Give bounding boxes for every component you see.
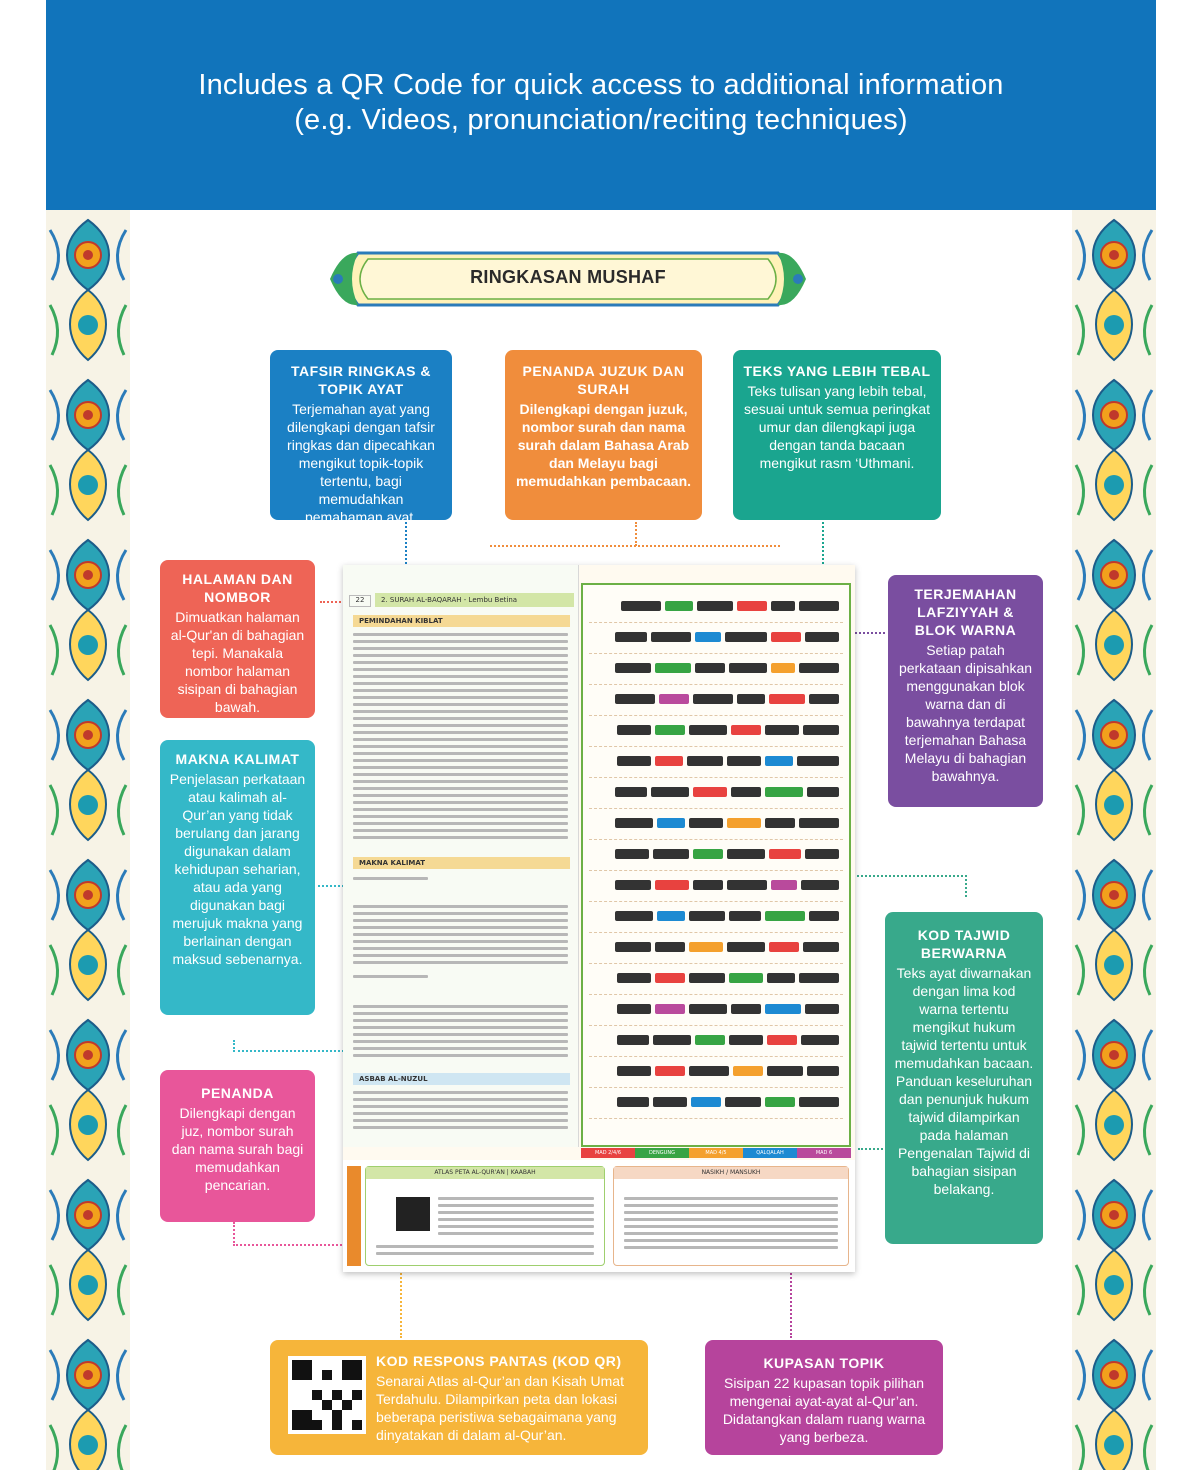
- card-kod-tajwid-title: KOD TAJWID BERWARNA: [917, 927, 1011, 961]
- ayah-row: [589, 785, 843, 809]
- ayah-row: [589, 1095, 843, 1119]
- card-penanda-juzuk: [505, 350, 702, 520]
- card-penanda-body: Dilengkapi dengan juz, nombor surah dan nama surah bagi memudahkan pencarian.: [171, 1105, 304, 1193]
- ayah-row: [589, 723, 843, 747]
- section-makna-kalimat: MAKNA KALIMAT: [353, 857, 570, 869]
- atlas-box: [365, 1166, 605, 1266]
- nasikh-box-title: NASIKH / MANSUKH: [614, 1167, 848, 1179]
- nasikh-box: [613, 1166, 849, 1266]
- ribbon-title: RINGKASAN MUSHAF: [470, 267, 666, 287]
- section-pemindahan-kiblat: PEMINDAHAN KIBLAT: [353, 615, 570, 627]
- ayah-row: [589, 1002, 843, 1026]
- card-kupasan-body: Sisipan 22 kupasan topik pilihan mengenai ayat-ayat al-Qur’an. Didatangkan dalam ruang warna yang berbeza.: [722, 1375, 926, 1445]
- tajwid-label-mad45: MAD 4/5: [689, 1148, 743, 1158]
- card-kod-tajwid: [885, 912, 1043, 1244]
- card-halaman-title: HALAMAN DAN NOMBOR: [182, 571, 293, 605]
- card-kod-qr: [270, 1340, 648, 1455]
- juz-side-marker: [347, 1166, 361, 1266]
- ayah-row: [589, 940, 843, 964]
- banner-title: [46, 68, 1156, 138]
- connector-kupasan: [790, 1270, 792, 1338]
- card-kod-tajwid-body: Teks ayat diwarnakan dengan lima kod warna tertentu mengikut hukum tajwid tertentu untuk memudahkan bacaan. Panduan keseluruhan dan penunjuk hukum tajwid dilampirkan pada halaman Pengenalan Tajwid di bahagian sisipan belakang.: [894, 965, 1034, 1197]
- ayah-row: [589, 816, 843, 840]
- ayah-row: [589, 692, 843, 716]
- tajwid-label-mad246: MAD 2/4/6: [581, 1148, 635, 1158]
- ayah-row: [589, 878, 843, 902]
- section-asbab-al-nuzul: ASBAB AL-NUZUL: [353, 1073, 570, 1085]
- card-penanda-juzuk-body: Dilengkapi dengan juzuk, nombor surah dan nama surah dalam Bahasa Arab dan Melayu bagi memudahkan pembacaan.: [515, 401, 692, 489]
- atlas-box-title: ATLAS PETA AL-QUR'AN | KAABAH: [366, 1167, 604, 1179]
- ayah-row: [589, 971, 843, 995]
- card-halaman-body: Dimuatkan halaman al-Qur'an di bahagian tepi. Manakala nombor halaman sisipan di bahagian bawah.: [170, 609, 305, 715]
- tajwid-label-qalqalah: QALQALAH: [743, 1148, 797, 1158]
- tajwid-label-mad6: MAD 6: [797, 1148, 851, 1158]
- ayah-row: [589, 661, 843, 685]
- card-penanda-title: PENANDA: [201, 1085, 274, 1101]
- ayah-row: [589, 599, 843, 623]
- card-tafsir: [270, 350, 452, 525]
- title-ribbon: [328, 245, 808, 313]
- banner-line-2: (e.g. Videos, pronunciation/reciting techniques): [294, 104, 908, 136]
- connector-halaman: [320, 601, 345, 603]
- connector-makna-2: [233, 1040, 348, 1052]
- card-makna-title: MAKNA KALIMAT: [175, 751, 300, 767]
- ayah-row: [589, 630, 843, 654]
- card-makna: [160, 740, 315, 1015]
- mushaf-page-sample: [343, 565, 855, 1272]
- card-teks-body: Teks tulisan yang lebih tebal, sesuai untuk semua peringkat umur dan dilengkapi juga dengan tanda bacaan mengikut rasm ‘Uthmani.: [744, 383, 930, 471]
- card-terjemahan: [888, 575, 1043, 807]
- banner-line-1: Includes a QR Code for quick access to additional information: [198, 69, 1004, 101]
- card-penanda-juzuk-title: PENANDA JUZUK DAN SURAH: [522, 363, 685, 397]
- ayah-row: [589, 1064, 843, 1088]
- mushaf-bottom-boxes: [343, 1160, 855, 1272]
- ayah-row: [589, 754, 843, 778]
- card-makna-body: Penjelasan perkataan atau kalimah al-Qur’an yang tidak berulang dan jarang digunakan dalam kehidupan seharian, atau ada yang digunakan bagi merujuk makna yang berlainan dengan maksud sebenarnya.: [169, 771, 306, 967]
- card-terjemahan-title: TERJEMAHAN LAFZIYYAH & BLOK WARNA: [914, 586, 1017, 638]
- connector-kod-tajwid: [845, 875, 967, 897]
- ayah-row: [589, 1033, 843, 1057]
- mushaf-left-column: [343, 565, 579, 1147]
- connector-kod-qr: [400, 1270, 402, 1338]
- card-kupasan: [705, 1340, 943, 1455]
- tajwid-color-legend: [581, 1148, 851, 1158]
- ayah-row: [589, 909, 843, 933]
- qr-code-mini-icon[interactable]: [396, 1197, 430, 1231]
- connector-penanda: [233, 1222, 353, 1246]
- card-kod-qr-title: KOD RESPONS PANTAS (KOD QR): [376, 1353, 622, 1369]
- mushaf-ayah-column: [581, 583, 851, 1147]
- tajwid-label-dengung: DENGUNG: [635, 1148, 689, 1158]
- connector-penanda-juzuk-v: [635, 522, 637, 546]
- card-kod-qr-body: Senarai Atlas al-Qur’an dan Kisah Umat Terdahulu. Dilampirkan peta dan lokasi beberapa peristiwa sebagaimana yang dinyatakan di dalam al-Qur’an.: [376, 1373, 624, 1443]
- ornament-border-right: [1072, 210, 1156, 1470]
- surah-header: 2. SURAH AL-BAQARAH - Lembu Betina: [375, 593, 574, 607]
- card-penanda: [160, 1070, 315, 1222]
- qr-code-icon[interactable]: [288, 1356, 366, 1434]
- ayah-row: [589, 847, 843, 871]
- connector-kod-tajwid-2: [858, 1148, 883, 1150]
- ornament-border-left: [46, 210, 130, 1470]
- card-teks-title: TEKS YANG LEBIH TEBAL: [743, 363, 931, 379]
- card-teks: [733, 350, 941, 520]
- top-banner: [46, 0, 1156, 210]
- page-number: 22: [349, 595, 371, 607]
- card-terjemahan-body: Setiap patah perkataan dipisahkan menggunakan blok warna dan di bawahnya terdapat terjemahan Bahasa Melayu di bahagian bawahnya.: [898, 642, 1033, 784]
- card-tafsir-body: Terjemahan ayat yang dilengkapi dengan tafsir ringkas dan dipecahkan mengikut topik-topik tertentu, bagi memudahkan pemahaman ayat.: [287, 401, 435, 525]
- card-halaman: [160, 560, 315, 718]
- card-tafsir-title: TAFSIR RINGKAS & TOPIK AYAT: [291, 363, 431, 397]
- card-kupasan-title: KUPASAN TOPIK: [763, 1355, 885, 1371]
